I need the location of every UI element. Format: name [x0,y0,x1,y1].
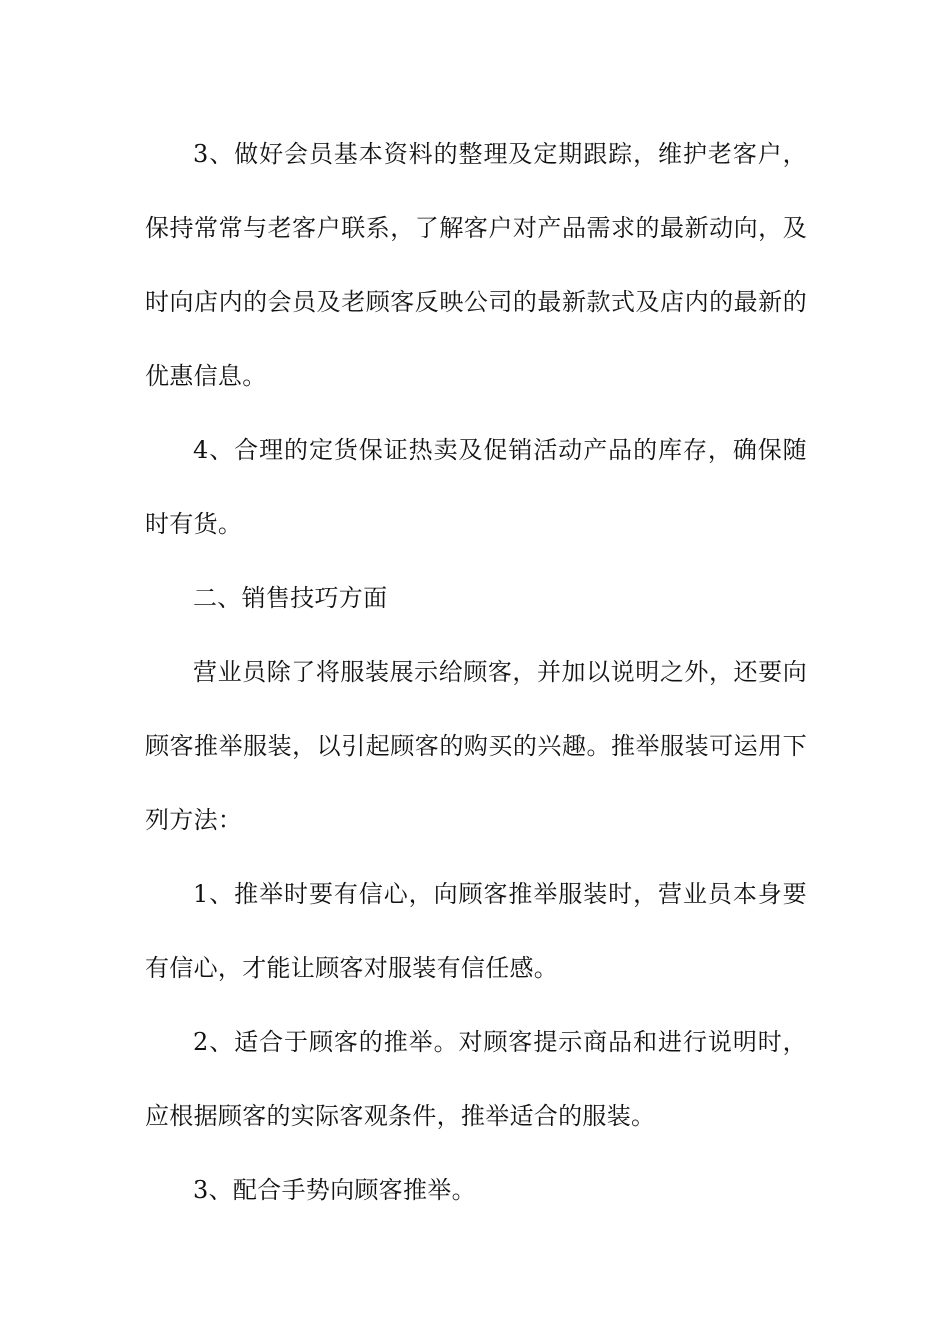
paragraph-suitable-recommendation: 2、适合于顾客的推举。对顾客提示商品和进行说明时，应根据顾客的实际客观条件，推举适合的服装。 [145,1028,807,1130]
paragraph-gesture-recommendation: 3、配合手势向顾客推举。 [193,1176,476,1204]
paragraph-confidence: 1、推举时要有信心，向顾客推举服装时，营业员本身要有信心，才能让顾客对服装有信任感。 [145,880,807,982]
section-heading-sales-skills: 二、销售技巧方面 [193,584,388,612]
paragraph-recommendation-intro: 营业员除了将服装展示给顾客，并加以说明之外，还要向顾客推举服装，以引起顾客的购买的兴趣。推举服装可运用下列方法： [145,658,807,834]
paragraph-member-records: 3、做好会员基本资料的整理及定期跟踪，维护老客户，保持常常与老客户联系，了解客户对产品需求的最新动向，及时向店内的会员及老顾客反映公司的最新款式及店内的最新的优惠信息。 [145,140,807,390]
paragraph-stock-ordering: 4、合理的定货保证热卖及促销活动产品的库存，确保随时有货。 [145,436,807,538]
